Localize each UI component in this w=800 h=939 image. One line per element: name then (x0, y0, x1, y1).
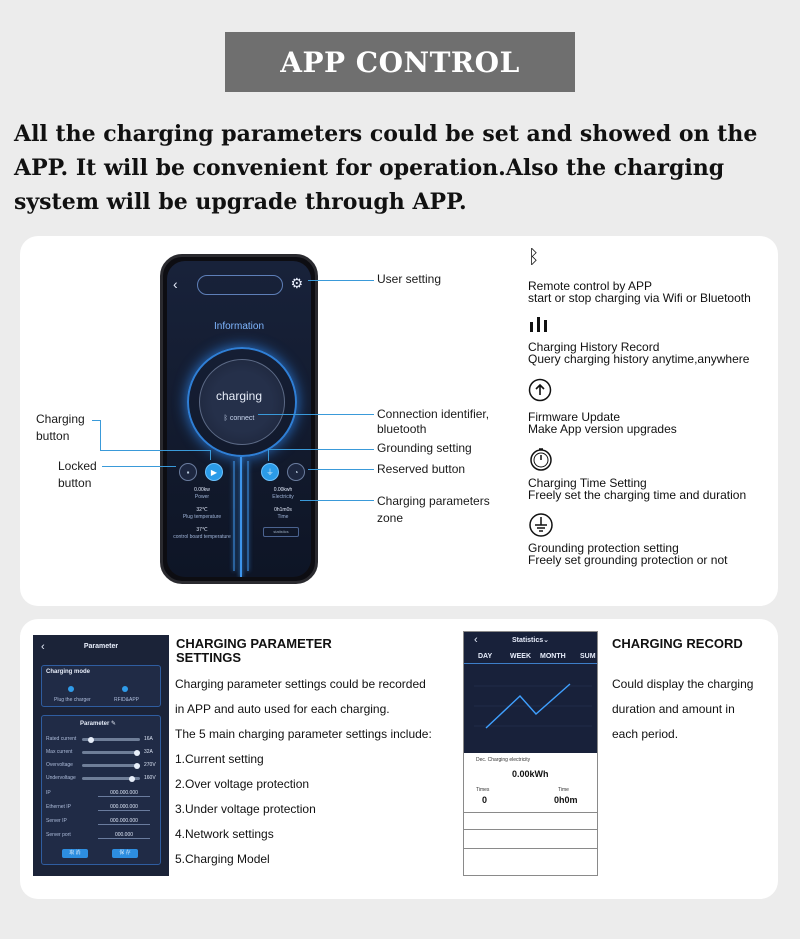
statistics-line-chart (474, 676, 592, 748)
charging-mode-box (41, 665, 161, 707)
back-icon[interactable]: ‹ (173, 276, 178, 292)
device-name-pill[interactable] (197, 275, 283, 295)
callout-line (308, 469, 374, 470)
slider-value: 32A (144, 749, 153, 755)
callout-line (102, 466, 176, 467)
feature-title: Charging Time Setting (528, 476, 647, 490)
chevron-down-icon[interactable]: ⌄ (543, 637, 549, 644)
stopwatch-icon (528, 446, 554, 478)
callout-user-setting: User setting (377, 272, 442, 286)
information-label: Information (213, 321, 265, 332)
callout-line (258, 414, 374, 415)
statistics-chart-area (464, 632, 597, 753)
charging-record-body (612, 672, 772, 747)
upload-arrow-icon (528, 378, 552, 408)
slider-handle[interactable] (134, 763, 140, 769)
slider-label: Undervoltage (46, 775, 76, 781)
electricity-stat: 0.00kwh Electricity (272, 487, 294, 500)
callout-charging-params-zone: Charging parameters zone (377, 494, 490, 525)
callout-line (100, 450, 210, 451)
slider-value: 270V (144, 762, 156, 768)
board-temp-stat: 37℃ control board temperature (173, 527, 231, 540)
parameter-header (33, 635, 169, 659)
cancel-button[interactable]: 取 消 (62, 849, 88, 858)
feature-desc: Freely set the charging time and duration (528, 488, 747, 502)
feature-desc: start or stop charging via Wifi or Bluetooth (528, 291, 751, 305)
text-line: each period. (612, 727, 679, 741)
phone-mockup (160, 254, 318, 584)
tab-underline (464, 663, 597, 664)
text-line: Could display the charging (612, 677, 754, 691)
slider-label: Overvoltage (46, 762, 73, 768)
callout-line (210, 450, 211, 460)
callout-line (100, 420, 101, 450)
save-button[interactable]: 保 存 (112, 849, 138, 858)
field-label: IP (46, 790, 51, 796)
plug-temp-stat: 32℃ Plug temperature (182, 507, 222, 520)
tab-week[interactable]: WEEK (510, 653, 531, 660)
power-stat: 0.00kw Power (194, 487, 210, 500)
slider-track[interactable] (82, 764, 140, 767)
tab-month[interactable]: MONTH (540, 653, 566, 660)
times-value: 0 (482, 795, 488, 805)
slider-handle[interactable] (134, 750, 140, 756)
ground-icon (528, 512, 554, 544)
field-input[interactable]: 000.000.000 (98, 790, 150, 797)
mode-option-label: RFID&APP (114, 697, 140, 703)
back-icon[interactable]: ‹ (41, 641, 45, 653)
time-value: 0h0m (554, 795, 578, 805)
callout-charging-button: Charging button (36, 412, 85, 443)
bluetooth-icon: ᛒ (223, 415, 230, 422)
callout-connection-id: Connection identifier, bluetooth (377, 407, 490, 436)
callout-line (268, 449, 269, 461)
param-settings-heading: CHARGING PARAMETER SETTINGS (176, 636, 332, 665)
slider-value: 160V (144, 775, 156, 781)
table-row (464, 848, 597, 849)
feature-desc: Query charging history anytime,anywhere (528, 352, 750, 366)
tab-sum[interactable]: SUM (580, 653, 596, 660)
slider-label: Rated current (46, 736, 77, 742)
slider-track[interactable] (82, 751, 140, 754)
feature-title: Firmware Update (528, 410, 621, 424)
feature-title: Remote control by APP (528, 279, 653, 293)
text-line: 4.Network settings (175, 827, 274, 841)
parameter-box (41, 715, 161, 865)
time-label: Time (558, 787, 569, 793)
text-line: duration and amount in (612, 702, 735, 716)
grounding-button[interactable]: ⏚ (261, 463, 279, 481)
callout-line (268, 449, 374, 450)
text-line: 3.Under voltage protection (175, 802, 316, 816)
callout-line (300, 500, 374, 501)
glow-line (240, 457, 242, 577)
callout-grounding-setting: Grounding setting (377, 441, 472, 455)
time-stat: 0h1m0s Time (274, 507, 292, 520)
field-input[interactable]: 000.000.000 (98, 804, 150, 811)
charging-button[interactable]: ▶ (205, 463, 223, 481)
mode-radio-plug[interactable] (68, 686, 74, 692)
slider-value: 16A (144, 736, 153, 742)
slider-handle[interactable] (88, 737, 94, 743)
parameter-title: Parameter (83, 643, 119, 650)
mode-option-label: Plug the charger (54, 697, 91, 703)
charging-mode-heading: Charging mode (46, 669, 91, 675)
feature-title: Charging History Record (528, 340, 660, 354)
lock-button[interactable]: ▪ (179, 463, 197, 481)
feature-title: Grounding protection setting (528, 541, 679, 555)
table-row (464, 829, 597, 830)
glow-line (247, 461, 249, 571)
field-label: Ethernet IP (46, 804, 72, 810)
charging-record-heading: CHARGING RECORD (612, 636, 743, 651)
statistics-screen (463, 631, 598, 876)
connect-label: connect (229, 415, 255, 422)
field-label: Server IP (46, 818, 67, 824)
text-line: 5.Charging Model (175, 852, 270, 866)
feature-desc: Make App version upgrades (528, 422, 677, 436)
banner-title: APP CONTROL (280, 45, 520, 79)
field-input[interactable]: 000.000.000 (98, 818, 150, 825)
feature-desc: Freely set grounding protection or not (528, 553, 728, 567)
times-label: Times (476, 787, 490, 793)
parameter-screen (33, 635, 169, 876)
slider-label: Max current (46, 749, 73, 755)
field-input[interactable]: 000.000 (98, 832, 150, 839)
bluetooth-icon: ᛒ (528, 247, 540, 268)
text-line: in APP and auto used for each charging. (175, 702, 390, 716)
mode-radio-rfid[interactable] (122, 686, 128, 692)
tab-day[interactable]: DAY (478, 653, 493, 660)
intro-text: All the charging parameters could be set and showed on the APP. It will be convenient for operation.Also the charging system will be upgrade through APP. (14, 121, 758, 215)
statistics-button[interactable]: statistics (263, 527, 299, 537)
bar-chart-icon (528, 314, 550, 338)
callout-line (308, 280, 374, 281)
page-banner (225, 32, 575, 92)
back-icon[interactable]: ‹ (474, 634, 478, 646)
text-line: Charging parameter settings could be recorded (175, 677, 426, 691)
glow-line (233, 461, 235, 571)
param-settings-body (175, 672, 465, 872)
callout-locked-button: Locked button (58, 459, 97, 490)
reserved-button[interactable]: ◔ (287, 463, 305, 481)
field-label: Server port (46, 832, 71, 838)
charging-status: charging (215, 389, 263, 403)
app-home-screen (167, 261, 311, 577)
table-row (464, 812, 597, 813)
text-line: The 5 main charging parameter settings include: (175, 727, 432, 741)
connection-indicator (167, 415, 311, 422)
edit-icon[interactable]: ✎ (111, 721, 117, 727)
slider-handle[interactable] (129, 776, 135, 782)
text-line: 2.Over voltage protection (175, 777, 310, 791)
electricity-label: Dec. Charging electricity (476, 757, 531, 763)
statistics-title: Statistics⌄ (512, 637, 549, 644)
electricity-value: 0.00kWh (512, 769, 549, 779)
gear-icon[interactable]: ⚙ (290, 275, 303, 291)
callout-reserved-button: Reserved button (377, 462, 466, 476)
parameter-heading: Parameter ✎ (80, 721, 117, 727)
text-line: 1.Current setting (175, 752, 264, 766)
